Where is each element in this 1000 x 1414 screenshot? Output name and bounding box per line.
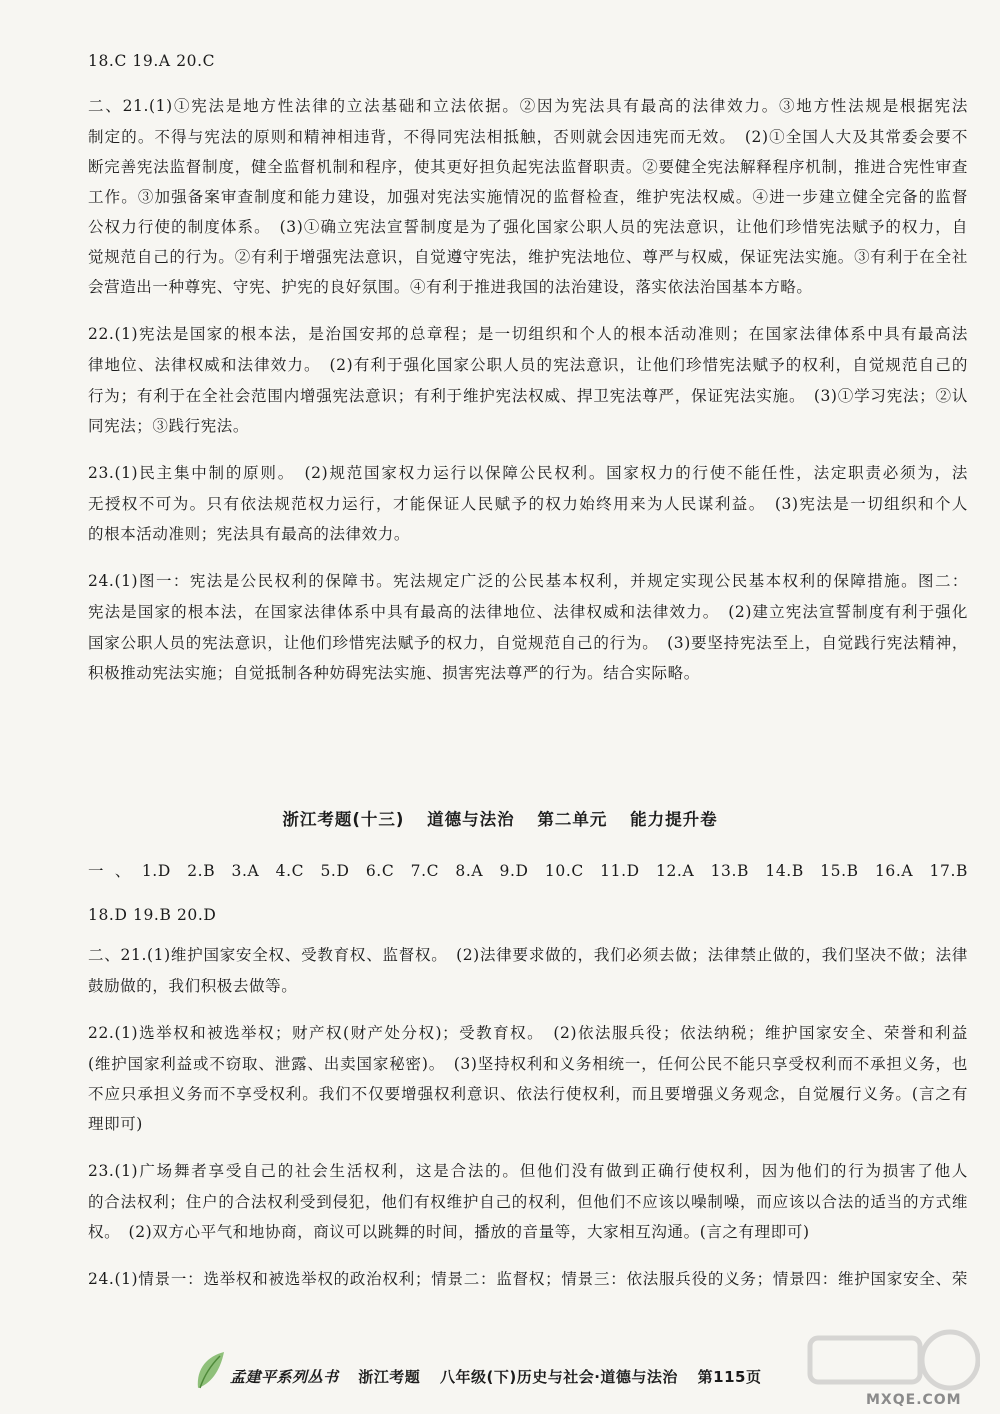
section-title-exam: 浙江考题(十三) [282, 810, 405, 829]
lines-line: 24.(1)图一：宪法是公民权利的保障书。宪法规定广泛的公民基本权利，并规定实现公民基本权利的保障措施。图二： [88, 572, 968, 590]
lines2-line: 22.(1)选举权和被选举权；财产权(财产处分权)；受教育权。 (2)依法服兵役；依法纳税；维护国家安全、荣誉和利益 [88, 1024, 968, 1042]
lines-line: 国家公职人员的宪法意识，让他们珍惜宪法赋予的权力，自觉规范自己的行为。 (3)要坚持宪法至上，自觉践行宪法精神， [88, 634, 968, 652]
lines-line: 同宪法；③践行宪法。 [88, 417, 250, 435]
footer-grade: 八年级(下)历史与社会·道德与法治 [440, 1368, 678, 1386]
page-footer [230, 1366, 775, 1387]
lines-line: 会营造出一种尊宪、守宪、护宪的良好氛围。④有利于推进我国的法治建设，落实依法治国基本方略。 [88, 278, 813, 296]
watermark-text: MXQE.COM [866, 1392, 962, 1408]
lines2-line: 理即可) [88, 1115, 143, 1133]
leaf-logo-icon [190, 1348, 230, 1394]
lines2-line: 鼓励做的，我们积极去做等。 [88, 977, 298, 995]
lines2-line: 权。 (2)双方心平气和地协商，商议可以跳舞的时间，播放的音量等，大家相互沟通。(言之有理即可) [88, 1223, 810, 1241]
lines-line: 23.(1)民主集中制的原则。 (2)规范国家权力运行以保障公民权利。国家权力的行使不能任性，法定职责必须为，法 [88, 464, 968, 482]
footer-book: 浙江考题 [358, 1368, 421, 1386]
lines-line: 无授权不可为。只有依法规范权力运行，才能保证人民赋予的权力始终用来为人民谋利益。 (3)宪法是一切组织和个人 [88, 495, 968, 513]
lines-line: 22.(1)宪法是国家的根本法，是治国安邦的总章程；是一切组织和个人的根本活动准则；在国家法律体系中具有最高法 [88, 325, 968, 343]
lines-line: 积极推动宪法实施；自觉抵制各种妨碍宪法实施、损害宪法尊严的行为。结合实际略。 [88, 664, 700, 682]
footer-series: 孟建平系列丛书 [230, 1368, 339, 1386]
lines2-line: 18.D 19.B 20.D [88, 906, 217, 924]
section-title [0, 806, 1000, 830]
lines-line: 制定的。不得与宪法的原则和精神相违背，不得同宪法相抵触，否则就会因违宪而无效。 (2)①全国人大及其常委会要不 [88, 128, 968, 146]
lines-line: 公权力行使的制度体系。 (3)①确立宪法宣誓制度是为了强化国家公职人员的宪法意识，让他们珍惜宪法赋予的权力，自 [88, 218, 968, 236]
section-title-subject: 道德与法治 [427, 810, 515, 829]
footer-page-number: 第115页 [697, 1368, 762, 1386]
lines-line: 断完善宪法监督制度，健全监督机制和程序，使其更好担负起宪法监督职责。②要健全宪法解释程序机制，推进合宪性审查 [88, 158, 968, 176]
lines-line: 工作。③加强备案审查制度和能力建设，加强对宪法实施情况的监督检查，维护宪法权威。④进一步建立健全完备的监督 [88, 188, 968, 206]
lines-line: 的根本活动准则；宪法具有最高的法律效力。 [88, 525, 411, 543]
lines-line: 觉规范自己的行为。②有利于增强宪法意识，自觉遵守宪法，维护宪法地位、尊严与权威，保证宪法实施。③有利于在全社 [88, 248, 968, 266]
lines2-line: 一、1.D 2.B 3.A 4.C 5.D 6.C 7.C 8.A 9.D 10.C 11.D 12.A 13.B 14.B 15.B 16.A 17.B [88, 862, 968, 880]
lines-line: 行为；有利于在全社会范围内增强宪法意识；有利于维护宪法权威、捍卫宪法尊严，保证宪法实施。 (3)①学习宪法；②认 [88, 387, 968, 405]
lines-line: 宪法是国家的根本法，在国家法律体系中具有最高的法律地位、法律权威和法律效力。 (2)建立宪法宣誓制度有利于强化 [88, 603, 968, 621]
lines-line: 律地位、法律权威和法律效力。 (2)有利于强化国家公职人员的宪法意识，让他们珍惜宪法赋予的权利，自觉规范自己的 [88, 356, 968, 374]
lines2-line: (维护国家利益或不窃取、泄露、出卖国家秘密)。 (3)坚持权利和义务相统一，任何公民不能只享受权利而不承担义务，也 [88, 1055, 968, 1073]
section-title-unit: 第二单元 [537, 810, 608, 829]
lines-line: 18.C 19.A 20.C [88, 52, 216, 70]
lines2-line: 24.(1)情景一：选举权和被选举权的政治权利；情景二：监督权；情景三：依法服兵役的义务；情景四：维护国家安全、荣 [88, 1270, 968, 1288]
lines2-line: 二、21.(1)维护国家安全权、受教育权、监督权。 (2)法律要求做的，我们必须去做；法律禁止做的，我们坚决不做；法律 [88, 946, 968, 964]
lines2-line: 的合法权利；住户的合法权利受到侵犯，他们有权维护自己的权利，但他们不应该以噪制噪，而应该以合法的适当的方式维 [88, 1193, 968, 1211]
lines2-line: 不应只承担义务而不享受权利。我们不仅要增强权利意识、依法行使权利，而且要增强义务观念，自觉履行义务。(言之有 [88, 1085, 968, 1103]
lines-line: 二、21.(1)①宪法是地方性法律的立法基础和立法依据。②因为宪法具有最高的法律效力。③地方性法规是根据宪法 [88, 97, 968, 115]
section-title-type: 能力提升卷 [630, 810, 718, 829]
lines2-line: 23.(1)广场舞者享受自己的社会生活权利，这是合法的。但他们没有做到正确行使权利，因为他们的行为损害了他人 [88, 1162, 968, 1180]
